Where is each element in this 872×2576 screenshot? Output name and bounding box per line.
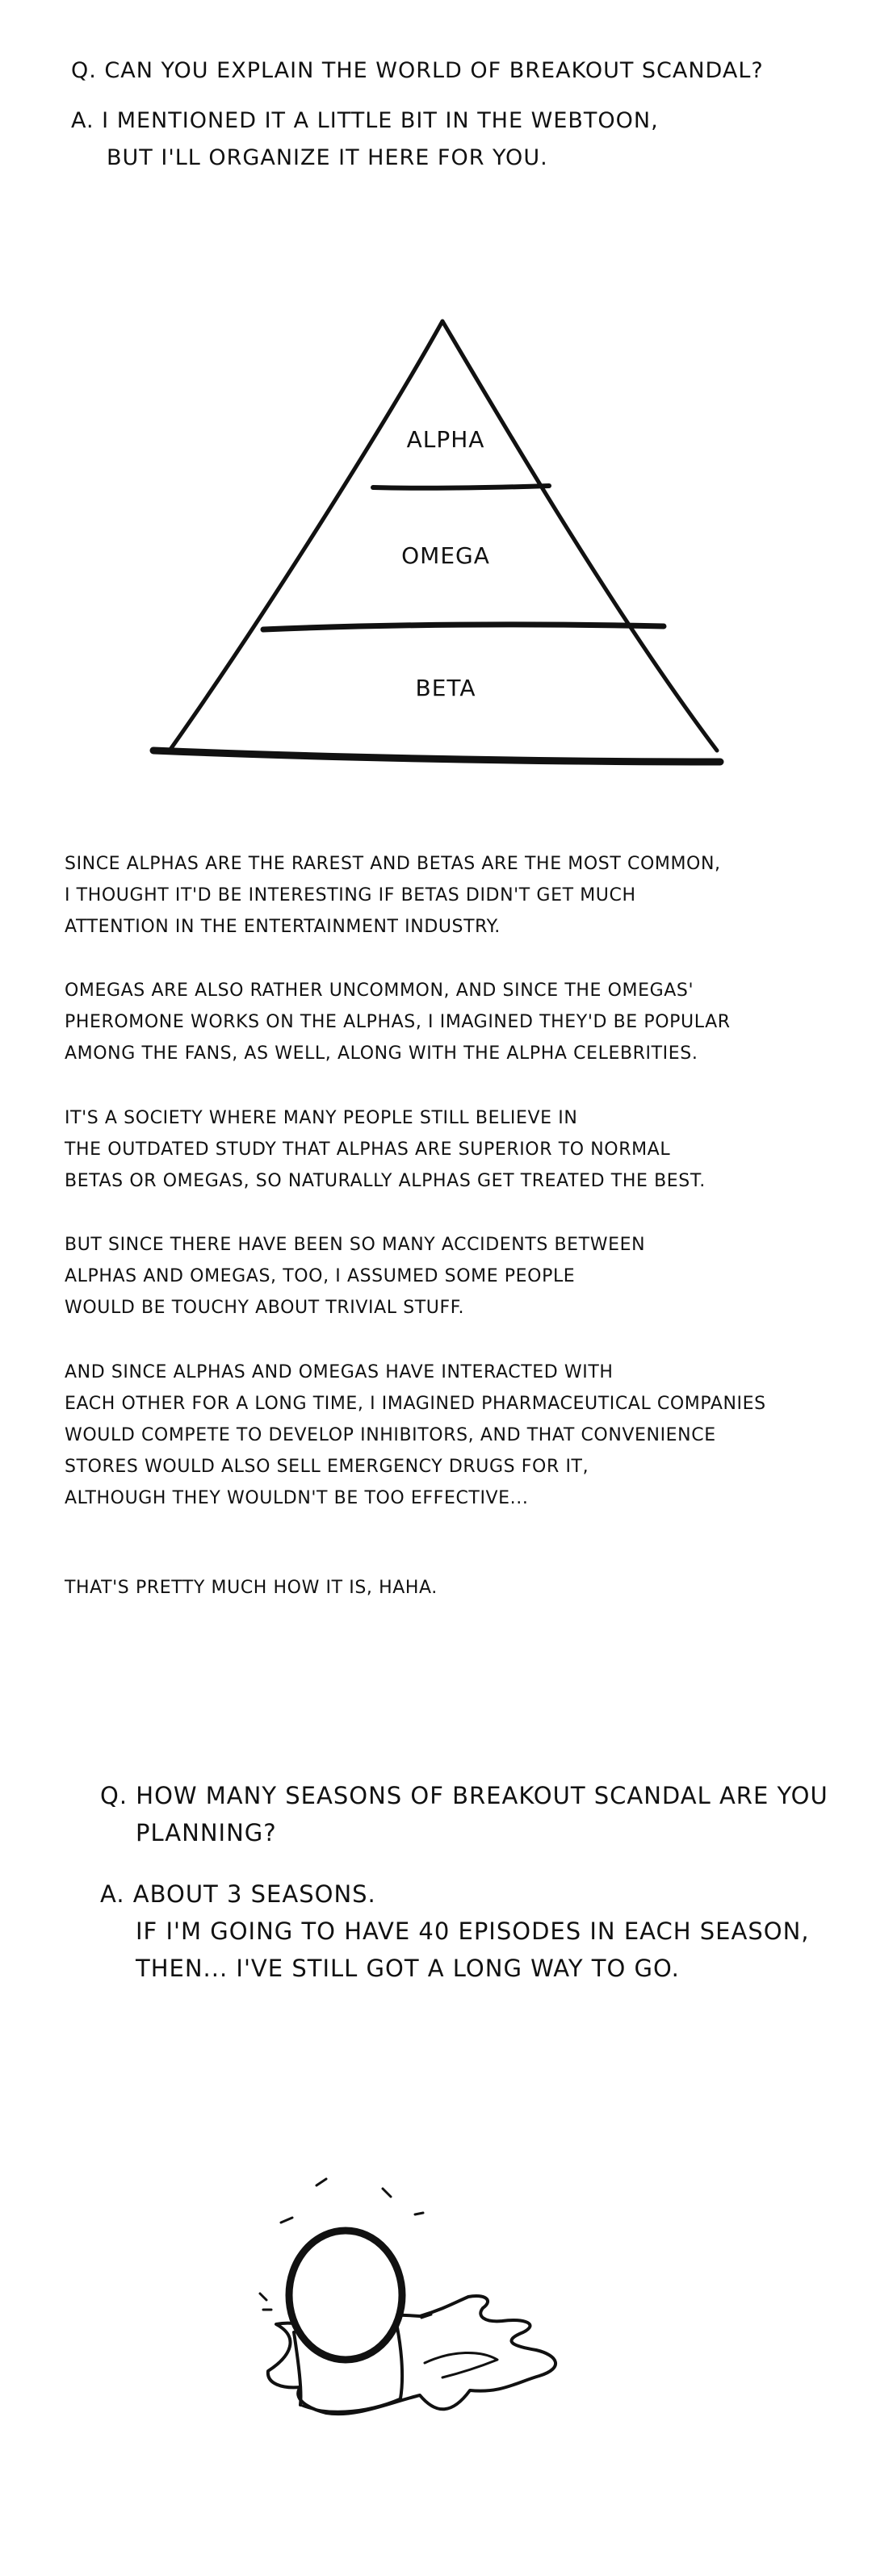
pyramid-tier-beta: BETA (415, 675, 476, 701)
answer-1-line-2: BUT I'LL ORGANIZE IT HERE FOR YOU. (107, 145, 548, 170)
answer-2-line-2: IF I'M GOING TO HAVE 40 EPISODES IN EACH SEASON, (136, 1917, 810, 1945)
paragraph-4-line-1: BUT SINCE THERE HAVE BEEN SO MANY ACCIDENTS BETWEEN (65, 1235, 646, 1255)
answer-2-line-1: A. ABOUT 3 SEASONS. (100, 1880, 376, 1908)
paragraph-2-line-1: OMEGAS ARE ALSO RATHER UNCOMMON, AND SINCE THE OMEGAS' (65, 981, 694, 1001)
paragraph-1-line-3: ATTENTION IN THE ENTERTAINMENT INDUSTRY. (65, 917, 501, 937)
paragraph-3-line-2: THE OUTDATED STUDY THAT ALPHAS ARE SUPERIOR TO NORMAL (65, 1140, 671, 1160)
paragraph-3-line-3: BETAS OR OMEGAS, SO NATURALLY ALPHAS GET TREATED THE BEST. (65, 1171, 706, 1191)
paragraph-5-line-5: ALTHOUGH THEY WOULDN'T BE TOO EFFECTIVE... (65, 1488, 529, 1508)
paragraph-2-line-3: AMONG THE FANS, AS WELL, ALONG WITH THE ALPHA CELEBRITIES. (65, 1043, 698, 1064)
paragraph-5-line-1: AND SINCE ALPHAS AND OMEGAS HAVE INTERACTED WITH (65, 1362, 614, 1382)
question-1: Q. CAN YOU EXPLAIN THE WORLD OF BREAKOUT SCANDAL? (71, 58, 764, 83)
paragraph-1-line-2: I THOUGHT IT'D BE INTERESTING IF BETAS DIDN'T GET MUCH (65, 885, 636, 905)
pyramid-tier-omega: OMEGA (401, 542, 490, 569)
pyramid-tier-alpha: ALPHA (406, 426, 485, 453)
answer-1-line-1: A. I MENTIONED IT A LITTLE BIT IN THE WEBTOON, (71, 108, 659, 133)
paragraph-6-line-1: THAT'S PRETTY MUCH HOW IT IS, HAHA. (65, 1578, 438, 1598)
paragraph-2-line-2: PHEROMONE WORKS ON THE ALPHAS, I IMAGINED THEY'D BE POPULAR (65, 1012, 731, 1032)
question-2-line-2: PLANNING? (136, 1819, 277, 1846)
paragraph-5-line-4: STORES WOULD ALSO SELL EMERGENCY DRUGS FOR IT, (65, 1457, 589, 1477)
paragraph-5-line-3: WOULD COMPETE TO DEVELOP INHIBITORS, AND THAT CONVENIENCE (65, 1425, 716, 1445)
paragraph-4-line-2: ALPHAS AND OMEGAS, TOO, I ASSUMED SOME PEOPLE (65, 1266, 576, 1286)
paragraph-1-line-1: SINCE ALPHAS ARE THE RAREST AND BETAS ARE THE MOST COMMON, (65, 854, 721, 874)
paragraph-4-line-3: WOULD BE TOUCHY ABOUT TRIVIAL STUFF. (65, 1298, 465, 1318)
paragraph-3-line-1: IT'S A SOCIETY WHERE MANY PEOPLE STILL BELIEVE IN (65, 1108, 578, 1128)
question-2-line-1: Q. HOW MANY SEASONS OF BREAKOUT SCANDAL ARE YOU (100, 1782, 828, 1809)
answer-2-line-3: THEN... I'VE STILL GOT A LONG WAY TO GO. (136, 1955, 680, 1982)
paragraph-5-line-2: EACH OTHER FOR A LONG TIME, I IMAGINED PHARMACEUTICAL COMPANIES (65, 1394, 766, 1414)
